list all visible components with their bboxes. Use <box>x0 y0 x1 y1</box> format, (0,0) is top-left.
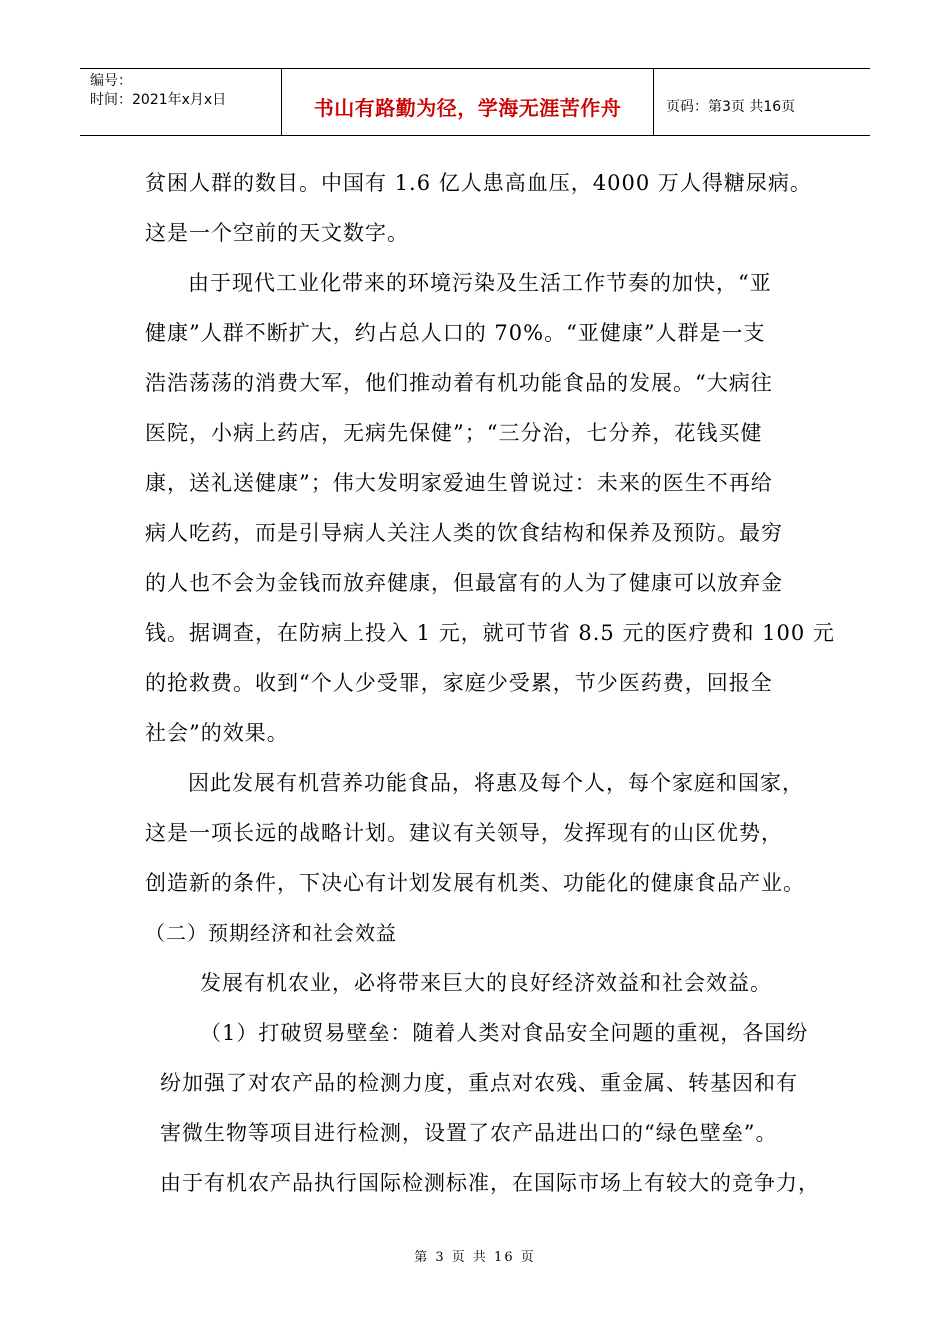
body-line: 病人吃药，而是引导病人关注人类的饮食结构和保养及预防。最穷 <box>145 521 783 545</box>
body-line: 健康”人群不断扩大，约占总人口的 70%。“亚健康”人群是一支 <box>145 321 766 345</box>
body-line: 因此发展有机营养功能食品，将惠及每个人，每个家庭和国家， <box>188 771 804 795</box>
header-motto: 书山有路勤为径，学海无涯苦作舟 <box>313 95 622 120</box>
section-heading: （二）预期经济和社会效益 <box>145 921 397 945</box>
body-line: 这是一项长远的战略计划。建议有关领导，发挥现有的山区优势， <box>145 821 783 845</box>
body-line: 医院，小病上药店，无病先保健”；“三分治，七分养，花钱买健 <box>145 421 763 445</box>
body-line: 害微生物等项目进行检测，设置了农产品进出口的“绿色壁垒”。 <box>160 1121 778 1145</box>
body-line: 发展有机农业，必将带来巨大的良好经济效益和社会效益。 <box>200 971 772 995</box>
body-line: 创造新的条件，下决心有计划发展有机类、功能化的健康食品产业。 <box>145 871 805 895</box>
header-motto-cell <box>282 69 654 135</box>
body-line: （1）打破贸易壁垒：随着人类对食品安全问题的重视，各国纷 <box>200 1021 809 1045</box>
body-line: 纷加强了对农产品的检测力度，重点对农残、重金属、转基因和有 <box>160 1071 798 1095</box>
page-footer <box>0 1246 950 1265</box>
body-line: 浩浩荡荡的消费大军，他们推动着有机功能食品的发展。“大病往 <box>145 371 773 395</box>
page-header <box>80 68 870 136</box>
document-date: 时间：2021年x月x日 <box>90 92 227 108</box>
body-line: 由于有机农产品执行国际检测标准，在国际市场上有较大的竞争力， <box>160 1171 820 1195</box>
body-line: 这是一个空前的天文数字。 <box>145 221 409 245</box>
body-line: 的人也不会为金钱而放弃健康，但最富有的人为了健康可以放弃金 <box>145 571 783 595</box>
body-line: 由于现代工业化带来的环境污染及生活工作节奏的加快，“亚 <box>188 271 772 295</box>
body-line: 贫困人群的数目。中国有 1.6 亿人患高血压，4000 万人得糖尿病。 <box>145 171 812 195</box>
body-line: 的抢救费。收到“个人少受罪，家庭少受累，节少医药费，回报全 <box>145 671 773 695</box>
body-line: 钱。据调查，在防病上投入 1 元，就可节省 8.5 元的医疗费和 100 元 <box>145 621 835 645</box>
body-line: 康，送礼送健康”；伟大发明家爱迪生曾说过：未来的医生不再给 <box>145 471 773 495</box>
header-page-info <box>654 69 870 135</box>
body-line: 社会”的效果。 <box>145 721 289 745</box>
document-number-label: 编号： <box>90 73 132 89</box>
footer-page-number: 第 3 页 共 16 页 <box>414 1250 536 1265</box>
header-meta <box>80 69 282 135</box>
page-info-text: 页码：第3页 共16页 <box>666 99 796 115</box>
